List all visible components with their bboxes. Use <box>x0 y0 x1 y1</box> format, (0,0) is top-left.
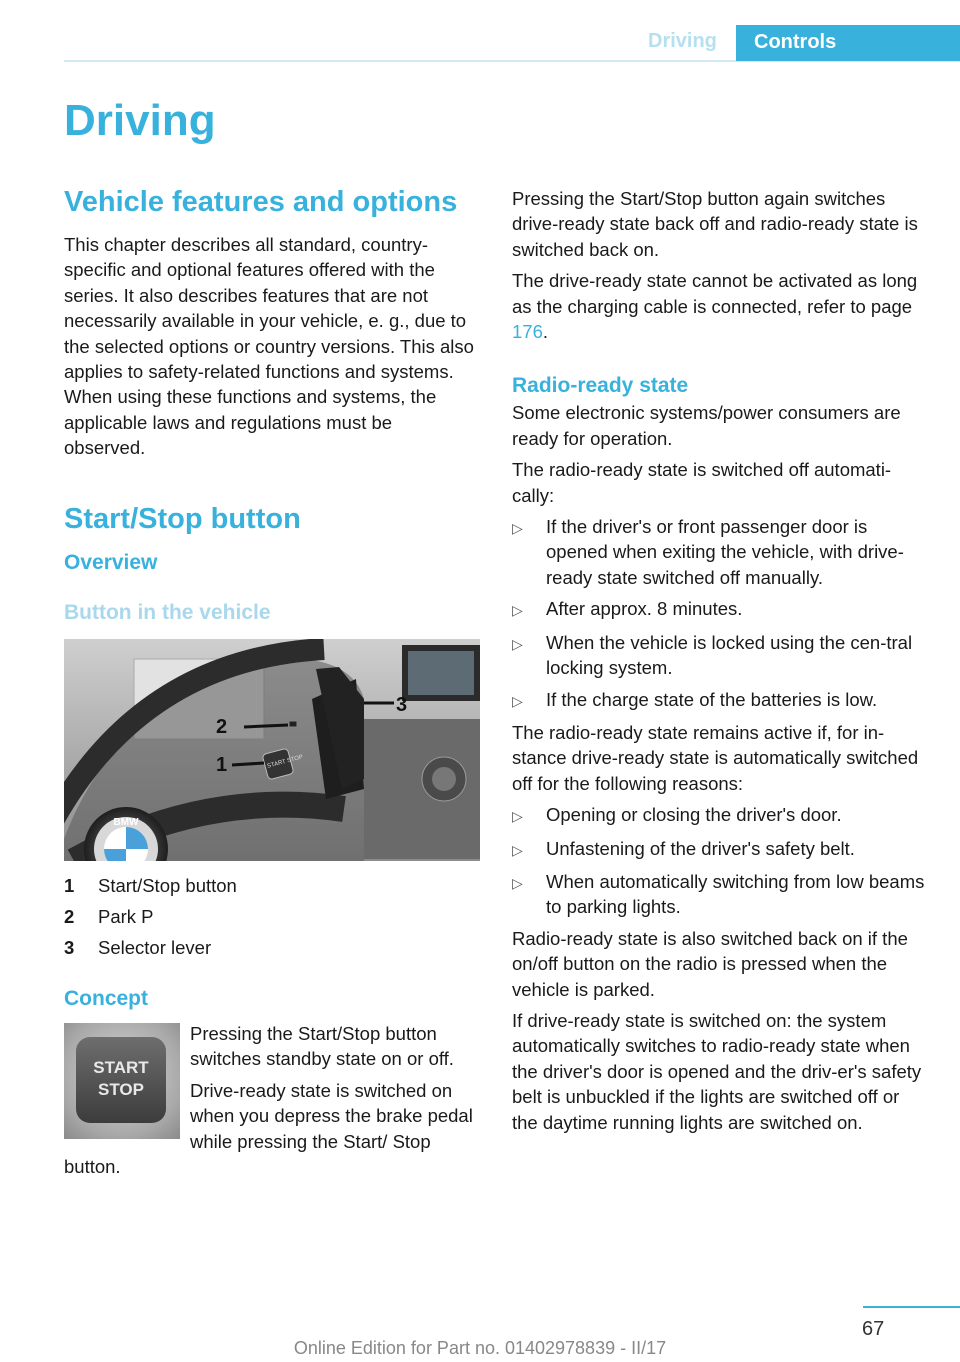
radio-ready-heading: Radio-ready state <box>512 374 689 398</box>
legend-number: 1 <box>64 874 75 896</box>
bmw-logo-text: BMW <box>113 816 139 828</box>
legend-item <box>64 904 476 929</box>
header-chapter-tab[interactable]: Controls <box>736 25 960 61</box>
charging-cable-period: . <box>542 321 549 343</box>
paragraph-drive-ready-off: Pressing the Start/Stop button again switches drive-ready state back off and radio-ready state is switched back on. <box>512 188 918 260</box>
concept-paragraph-1: Pressing the Start/Stop button switches standby state on or off. <box>190 1022 454 1070</box>
list-item <box>512 630 928 681</box>
list-item-text: Unfastening of the driver's safety belt. <box>546 837 855 859</box>
list-item-text: When the vehicle is locked using the cen-tral locking system. <box>546 631 913 679</box>
bullet-icon: ▷ <box>512 520 523 537</box>
start-stop-button-face <box>76 1037 166 1123</box>
list-item <box>512 869 928 920</box>
paragraph-charging-cable <box>512 268 928 344</box>
button-in-vehicle-heading: Button in the vehicle <box>64 600 271 624</box>
bullet-icon: ▷ <box>512 874 523 891</box>
legend-number: 2 <box>64 906 75 928</box>
footer-edition-note: Online Edition for Part no. 01402978839 - II/17 <box>293 1338 667 1358</box>
legend-text: Park P <box>98 906 154 928</box>
paragraph-consumers: Some electronic systems/power consumers are ready for operation. <box>512 402 901 449</box>
list-item <box>512 836 928 863</box>
page-number: 67 <box>862 1318 885 1340</box>
concept-paragraph-2: Drive-ready state is switched on when you depress the brake pedal while pressing the Start/ Stop button. <box>64 1079 473 1177</box>
paragraph-radio-button: Radio-ready state is also switched back on if the on/off button on the radio is pressed when the vehicle is parked. <box>512 927 908 1000</box>
list-item-text: When automatically switching from low beams to parking lights. <box>546 870 925 918</box>
overview-heading: Overview <box>64 550 158 574</box>
concept-section <box>64 1021 476 1179</box>
legend-item <box>64 873 476 898</box>
list-item <box>512 596 928 623</box>
list-item-text: If the charge state of the batteries is low. <box>546 688 878 710</box>
callout-3: 3 <box>396 693 408 716</box>
features-heading: Vehicle features and options <box>64 186 458 218</box>
list-item-text: If the driver's or front passenger door is opened when exiting the vehicle, with drive-ready state switched off manually. <box>546 516 904 588</box>
paragraph-drive-ready-on: If drive-ready state is switched on: the system automatically switches to radio-ready state when the driver's door is opened and the driv-er's safety belt is unbuckled if the lights are switched off or the daytime running lights are switched on. <box>512 1009 922 1133</box>
bullet-icon: ▷ <box>512 808 523 825</box>
legend-text: Selector lever <box>98 937 212 959</box>
start-label: START <box>93 1057 149 1077</box>
page-title: Driving <box>64 96 216 145</box>
legend-text: Start/Stop button <box>98 874 237 896</box>
legend-item <box>64 935 476 960</box>
legend-number: 3 <box>64 937 75 959</box>
paragraph-remains-active: The radio-ready state remains active if, for in-stance drive-ready state is automatically switched off for the following reasons: <box>512 721 919 794</box>
page-number-rule <box>863 1306 960 1308</box>
paragraph-switched-off: The radio-ready state is switched off automati-cally: <box>512 459 892 506</box>
startstop-heading: Start/Stop button <box>64 502 301 535</box>
charging-cable-text: The drive-ready state cannot be activated as long as the charging cable is connected, refer to page <box>512 270 918 317</box>
right-column <box>512 186 928 1141</box>
vehicle-interior-photo <box>64 639 480 861</box>
header-section-tab[interactable]: Driving <box>648 30 717 52</box>
list-item <box>512 514 928 590</box>
bullet-icon: ▷ <box>512 841 523 858</box>
list-item <box>512 802 928 829</box>
stop-label: STOP <box>98 1079 144 1099</box>
bullet-icon: ▷ <box>512 692 523 709</box>
callout-1: 1 <box>216 753 228 776</box>
concept-heading: Concept <box>64 986 148 1010</box>
list-item-text: Opening or closing the driver's door. <box>546 804 842 826</box>
list-item <box>512 687 928 714</box>
list-item-text: After approx. 8 minutes. <box>546 598 743 620</box>
vehicle-interior-illustration <box>64 639 480 861</box>
callout-2: 2 <box>216 715 228 738</box>
bullet-icon: ▷ <box>512 635 523 652</box>
start-stop-button-image <box>64 1023 180 1139</box>
page-reference-link[interactable]: 176 <box>512 321 543 343</box>
bullet-icon: ▷ <box>512 602 523 619</box>
left-column <box>64 184 476 1185</box>
photo-button-text: START STOP <box>266 754 304 770</box>
features-paragraph: This chapter describes all standard, country-specific and optional features offered with the series. It also describes features that are not necessarily available in your vehicle, e. g., due to the selected options or country versions. This also applies to safety-related functions and systems. When using these functions and systems, the applicable laws and regulations must be observed. <box>64 234 474 459</box>
